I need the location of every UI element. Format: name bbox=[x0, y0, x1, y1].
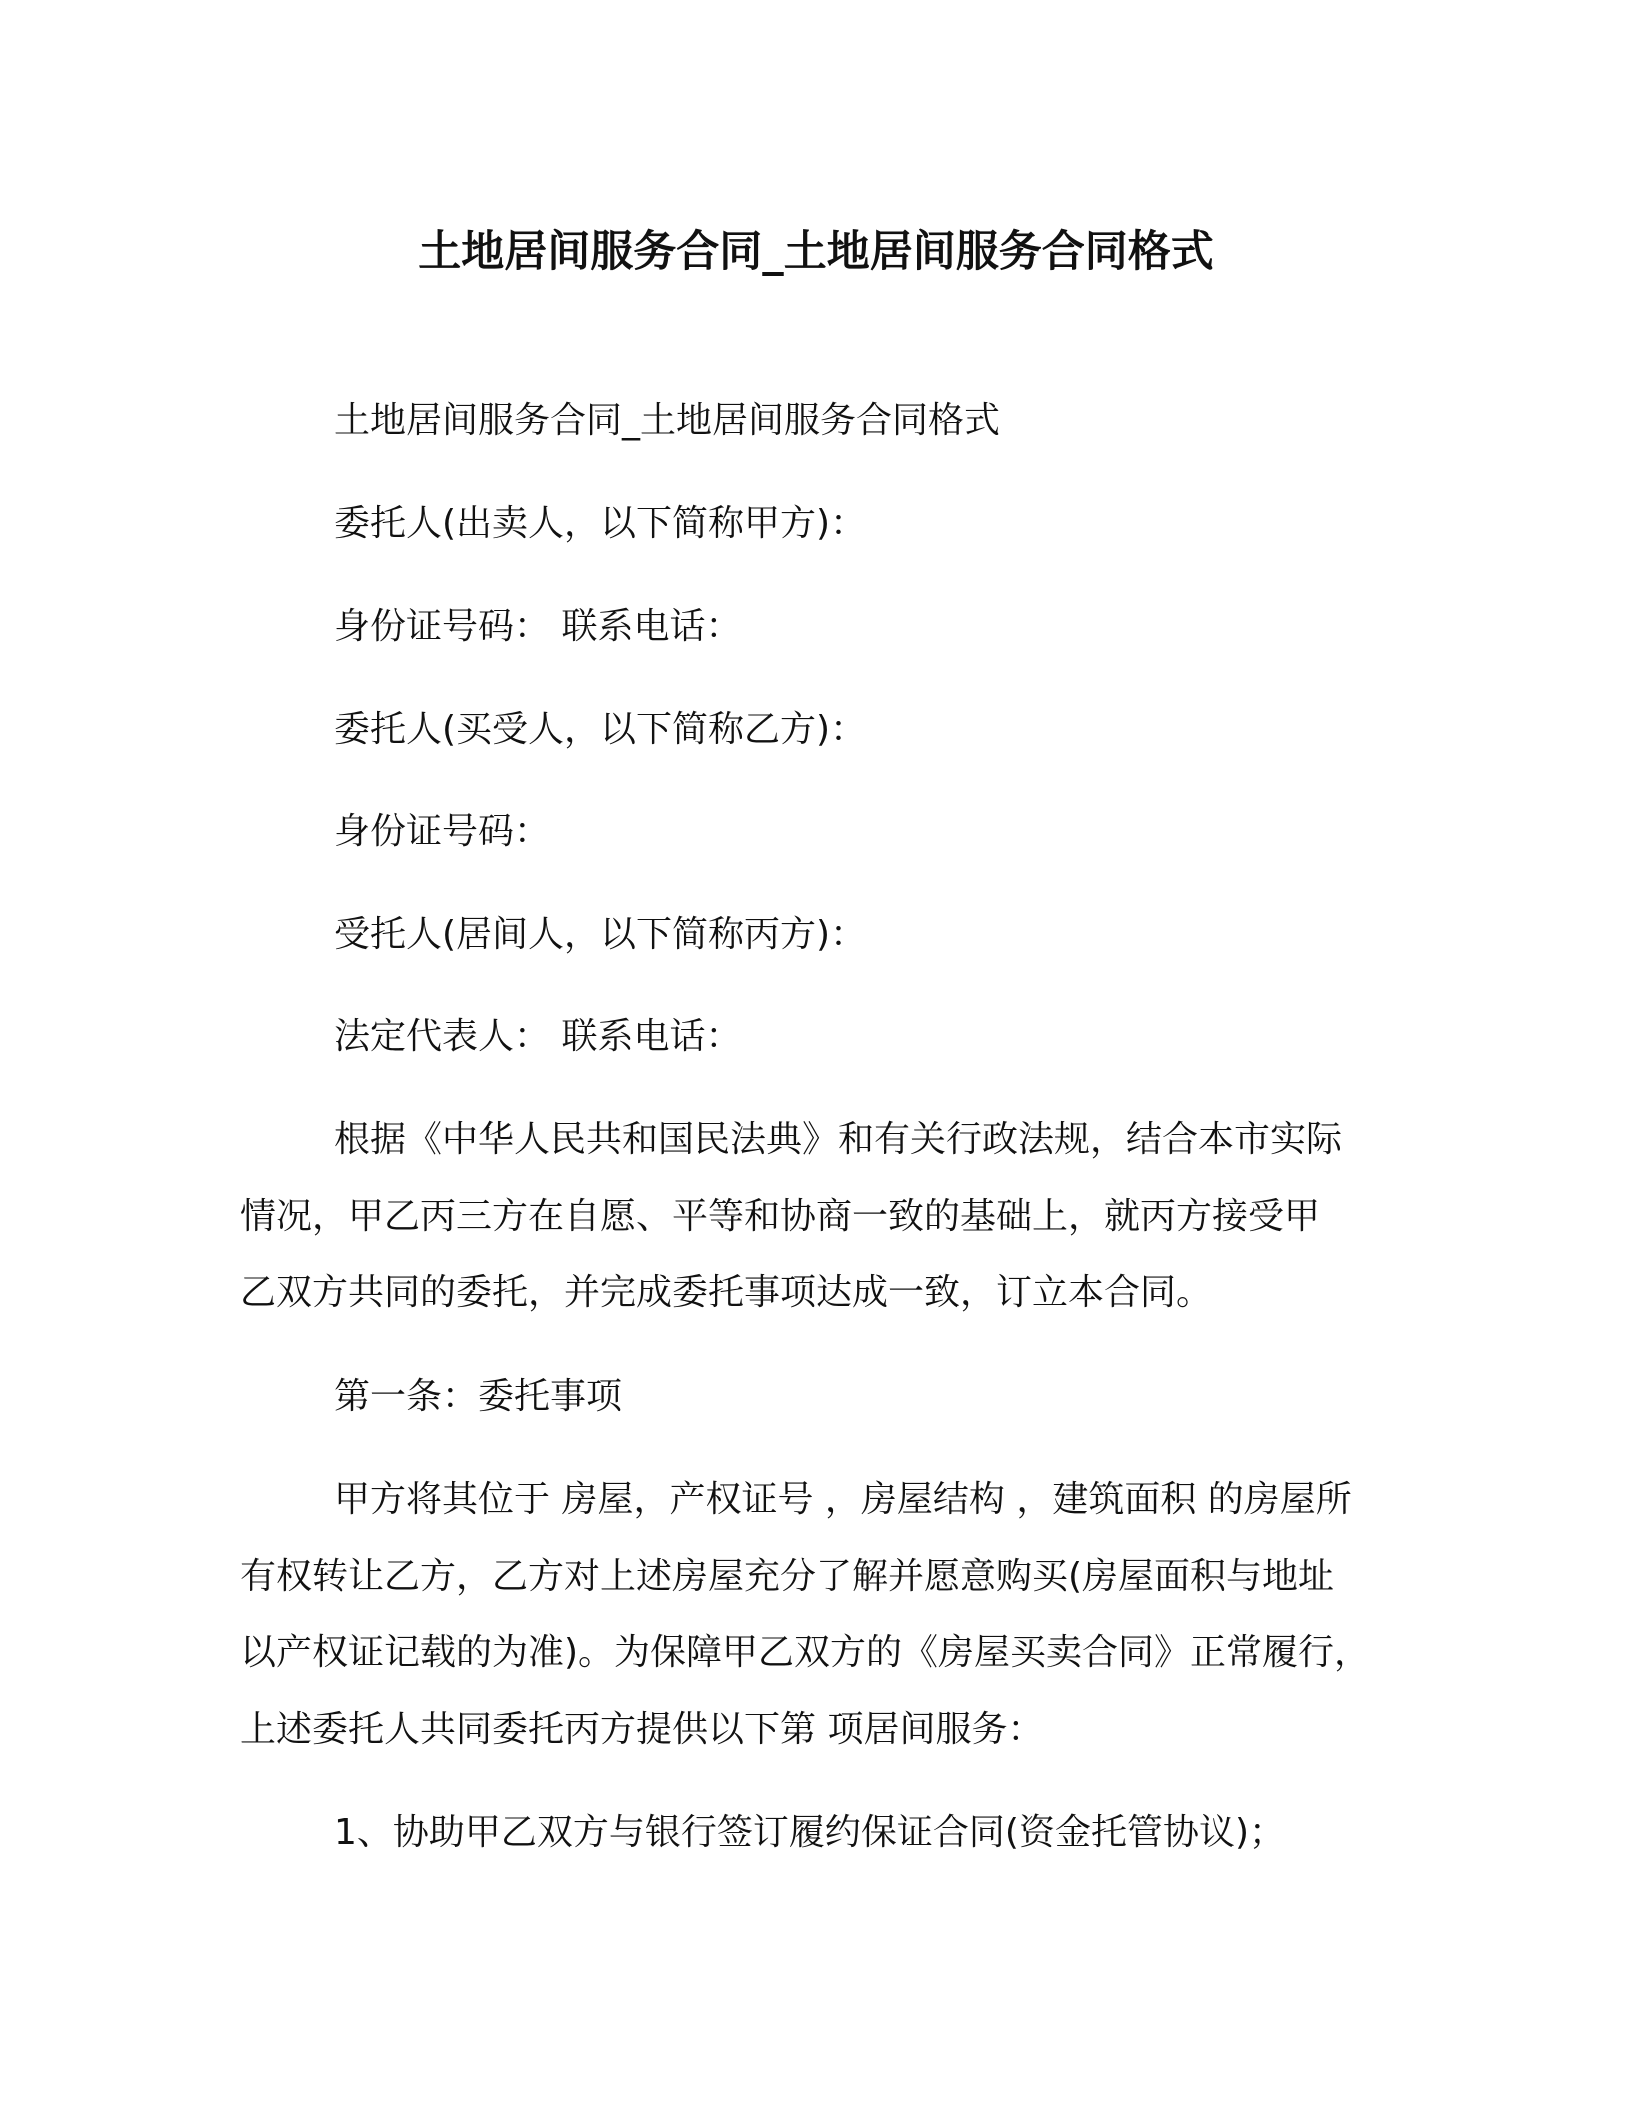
preamble-line-1: 根据《中华人民共和国民法典》和有关行政法规，结合本市实际 bbox=[334, 1119, 1343, 1160]
party-b-id-line: 身份证号码： bbox=[334, 811, 551, 852]
subtitle-line: 土地居间服务合同_土地居间服务合同格式 bbox=[334, 400, 1001, 441]
document-title: 土地居间服务合同_土地居间服务合同格式 bbox=[418, 227, 1214, 277]
service-item-1: 1、协助甲乙双方与银行签订履约保证合同(资金托管协议)； bbox=[334, 1812, 1285, 1853]
article-one-line-1: 甲方将其位于 房屋，产权证号 ，房屋结构 ，建筑面积 的房屋所 bbox=[334, 1479, 1352, 1520]
article-one-line-2: 有权转让乙方，乙方对上述房屋充分了解并愿意购买(房屋面积与地址 bbox=[240, 1556, 1335, 1597]
preamble-line-2: 情况，甲乙丙三方在自愿、平等和协商一致的基础上，就丙方接受甲 bbox=[240, 1196, 1321, 1237]
legal-rep-line: 法定代表人： 联系电话： bbox=[334, 1016, 742, 1057]
party-b-line: 委托人(买受人，以下简称乙方)： bbox=[334, 709, 867, 750]
article-one-line-4: 上述委托人共同委托丙方提供以下第 项居间服务： bbox=[240, 1709, 1044, 1750]
article-one-heading: 第一条：委托事项 bbox=[334, 1376, 623, 1417]
party-a-line: 委托人(出卖人，以下简称甲方)： bbox=[334, 503, 867, 544]
party-a-id-line: 身份证号码： 联系电话： bbox=[334, 606, 742, 647]
article-one-line-3: 以产权证记载的为准)。为保障甲乙双方的《房屋买卖合同》正常履行， bbox=[240, 1632, 1371, 1673]
party-c-line: 受托人(居间人，以下简称丙方)： bbox=[334, 914, 867, 955]
preamble-line-3: 乙双方共同的委托，并完成委托事项达成一致，订立本合同。 bbox=[240, 1272, 1213, 1313]
